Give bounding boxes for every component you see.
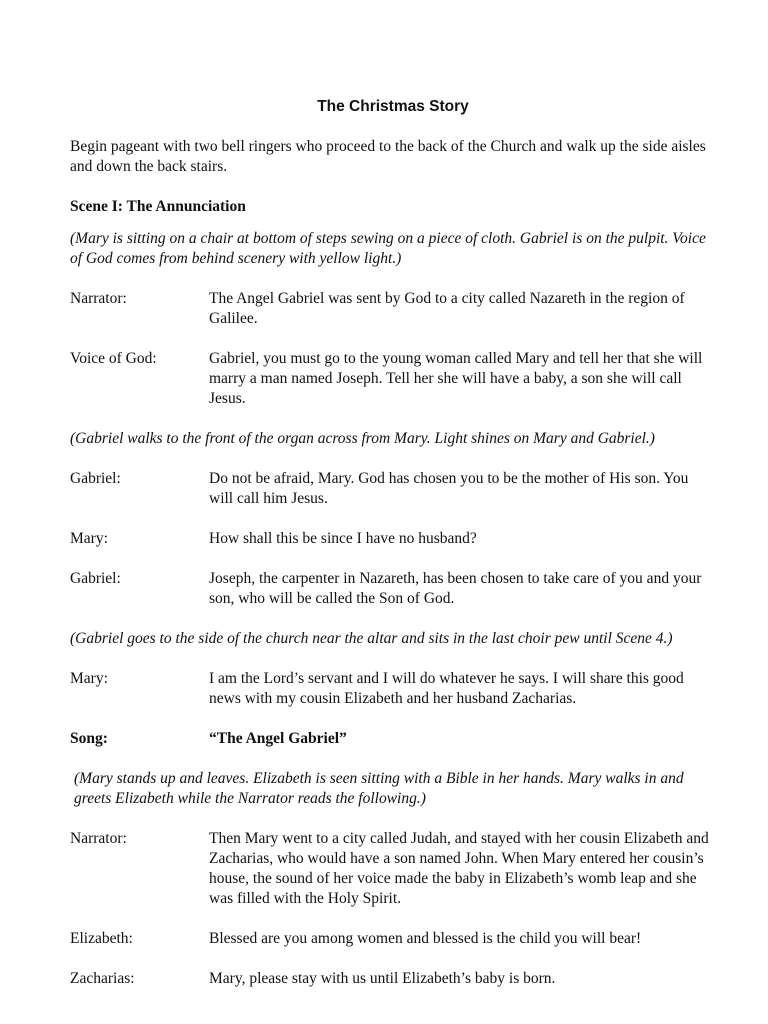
dialogue-row bbox=[70, 569, 710, 609]
dialogue-row bbox=[70, 669, 710, 709]
speaker-name: Gabriel: bbox=[70, 570, 121, 587]
dialogue-row bbox=[70, 829, 710, 909]
stage-direction: (Gabriel walks to the front of the organ across from Mary. Light shines on Mary and Gabriel.) bbox=[70, 430, 655, 447]
dialogue-row bbox=[70, 929, 710, 949]
script-page bbox=[70, 97, 710, 1009]
stage-direction: (Mary is sitting on a chair at bottom of steps sewing on a piece of cloth. Gabriel is on the pulpit. Voice of God comes from behind scenery with yellow light.) bbox=[70, 230, 706, 267]
dialogue-row bbox=[70, 289, 710, 329]
dialogue-text: How shall this be since I have no husband? bbox=[209, 530, 477, 547]
speaker-name: Narrator: bbox=[70, 830, 127, 847]
speaker-name: Narrator: bbox=[70, 290, 127, 307]
stage-direction: (Mary stands up and leaves. Elizabeth is seen sitting with a Bible in her hands. Mary walks in and greets Elizabeth while the Narrator reads the following.) bbox=[74, 770, 684, 807]
dialogue-text: Gabriel, you must go to the young woman called Mary and tell her that she will marry a man named Joseph. Tell her she will have a baby, a son she will call Jesus. bbox=[209, 350, 703, 407]
speaker-name: Elizabeth: bbox=[70, 930, 133, 947]
song-title: “The Angel Gabriel” bbox=[209, 730, 347, 747]
speaker-name: Mary: bbox=[70, 530, 108, 547]
dialogue-text: The Angel Gabriel was sent by God to a city called Nazareth in the region of Galilee. bbox=[209, 290, 685, 327]
scene-heading: Scene I: The Annunciation bbox=[70, 198, 246, 215]
dialogue-row bbox=[70, 969, 710, 989]
speaker-name: Voice of God: bbox=[70, 350, 157, 367]
dialogue-text: Joseph, the carpenter in Nazareth, has been chosen to take care of you and your son, who will be called the Son of God. bbox=[209, 570, 702, 607]
dialogue-text: Blessed are you among women and blessed is the child you will bear! bbox=[209, 930, 642, 947]
song-label: Song: bbox=[70, 730, 108, 747]
dialogue-text: Mary, please stay with us until Elizabeth’s baby is born. bbox=[209, 970, 556, 987]
stage-direction: (Gabriel goes to the side of the church near the altar and sits in the last choir pew until Scene 4.) bbox=[70, 630, 673, 647]
dialogue-text: Then Mary went to a city called Judah, and stayed with her cousin Elizabeth and Zacharias, who would have a son named John. When Mary entered her cousin’s house, the sound of her voice made the baby in Elizabeth’s womb leap and she was filled with the Holy Spirit. bbox=[209, 830, 709, 907]
dialogue-row bbox=[70, 349, 710, 409]
speaker-name: Mary: bbox=[70, 670, 108, 687]
dialogue-row bbox=[70, 469, 710, 509]
dialogue-text: I am the Lord’s servant and I will do whatever he says. I will share this good news with my cousin Elizabeth and her husband Zacharias. bbox=[209, 670, 684, 707]
dialogue-row bbox=[70, 529, 710, 549]
page-title: The Christmas Story bbox=[317, 98, 469, 115]
intro-paragraph: Begin pageant with two bell ringers who proceed to the back of the Church and walk up the side aisles and down the back stairs. bbox=[70, 138, 706, 175]
speaker-name: Zacharias: bbox=[70, 970, 135, 987]
dialogue-text: Do not be afraid, Mary. God has chosen you to be the mother of His son. You will call him Jesus. bbox=[209, 470, 689, 507]
speaker-name: Gabriel: bbox=[70, 470, 121, 487]
song-row bbox=[70, 729, 710, 749]
